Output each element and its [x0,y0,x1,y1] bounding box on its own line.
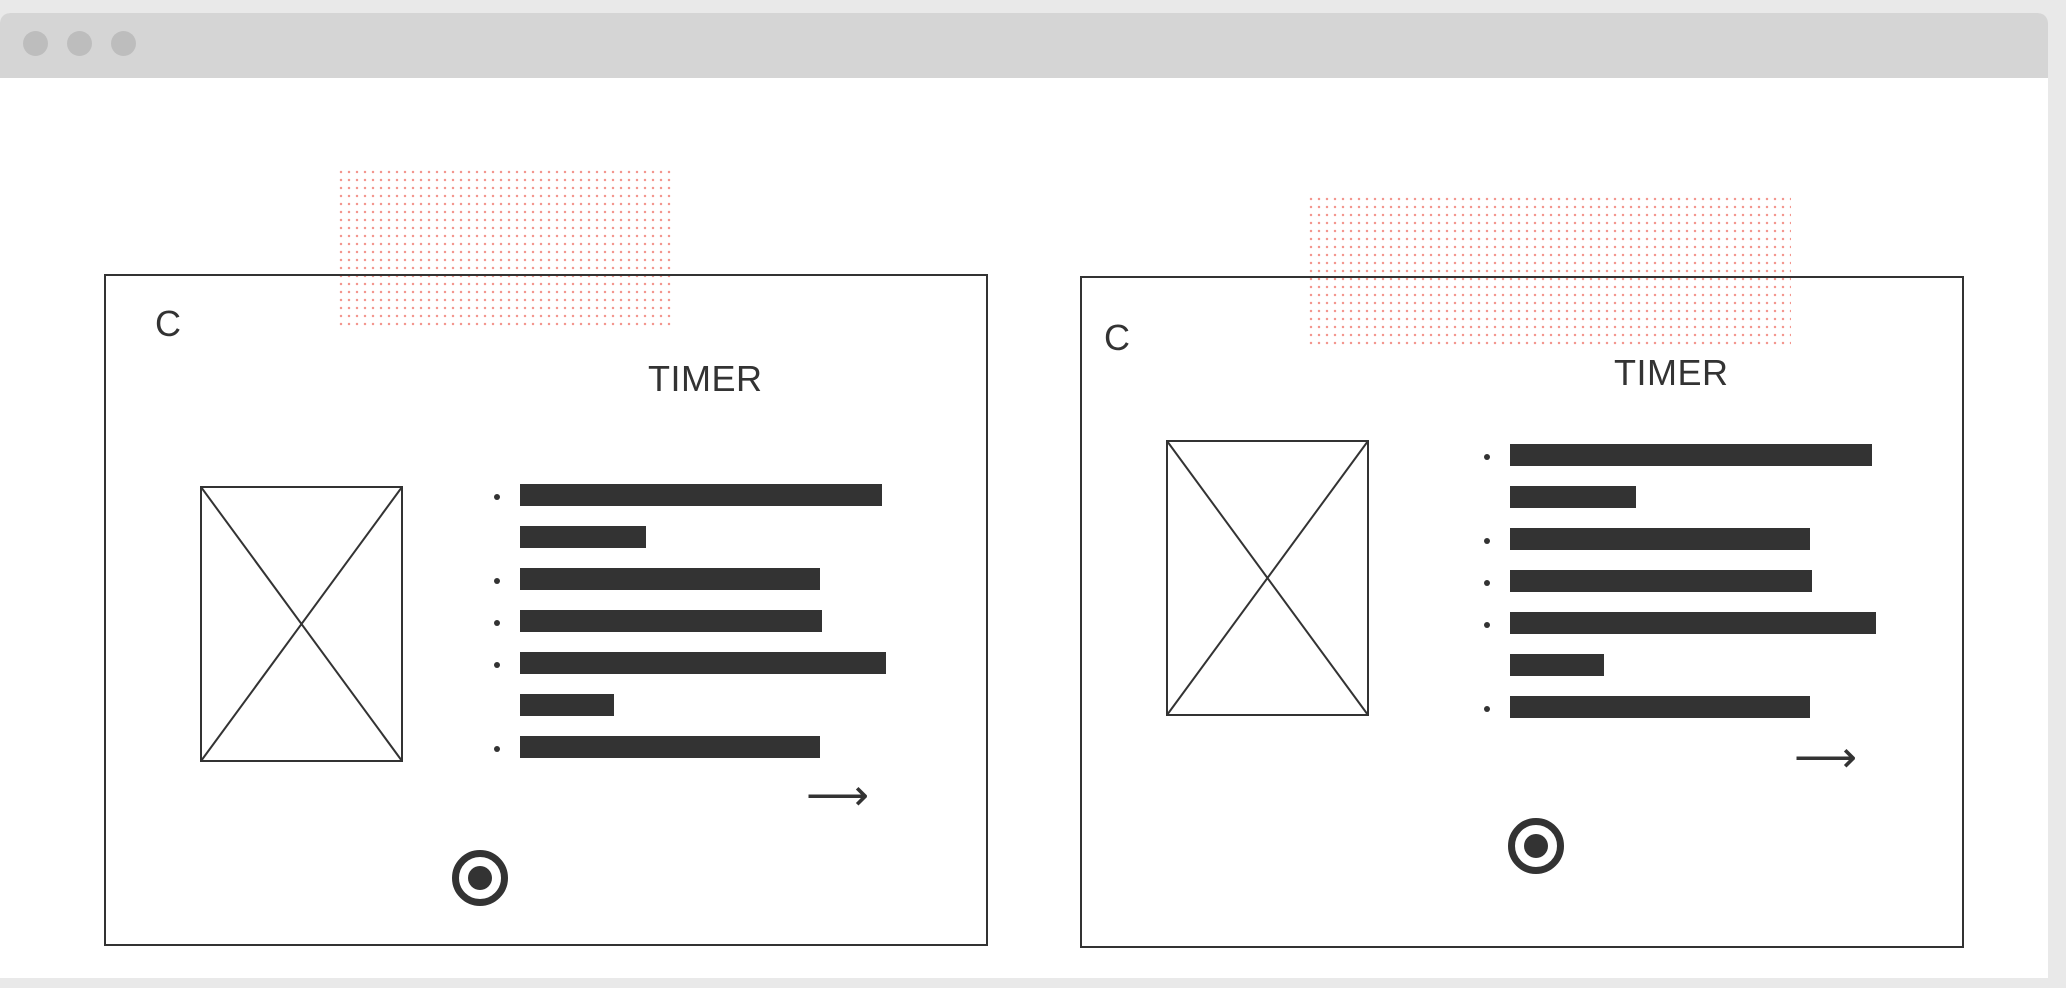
list-bullet [494,578,500,584]
list-item-bar [1510,486,1636,508]
list-item-bar [520,484,882,506]
list-item-bar [1510,570,1812,592]
window-minimize-button[interactable] [67,31,92,56]
list-bullet [494,620,500,626]
list-bullet [1484,622,1490,628]
list-item-bar [1510,444,1872,466]
list-item-bar [1510,612,1876,634]
list-bullet [494,494,500,500]
list-bullet [1484,538,1490,544]
card-letter: C [155,303,181,344]
list-bullet [494,746,500,752]
card-title: TIMER [648,358,763,399]
next-arrow-icon[interactable]: ⟶ [806,771,870,820]
list-bullet [1484,580,1490,586]
next-arrow-icon[interactable]: ⟶ [1794,733,1858,782]
list-item-bar [1510,654,1604,676]
list-item-bar [1510,528,1810,550]
window-titlebar [0,13,2048,78]
list-bullet [494,662,500,668]
list-item-bar [520,694,614,716]
list-item-bar [520,568,820,590]
window-maximize-button[interactable] [111,31,136,56]
radio-selected-dot [468,866,492,890]
list-item-bar [520,652,886,674]
image-placeholder-icon [1166,440,1369,716]
card-letter: C [1104,317,1130,358]
image-placeholder-icon [200,486,403,762]
list-item-bar [1510,696,1810,718]
list-bullet [1484,454,1490,460]
list-item-bar [520,610,822,632]
list-item-bar [520,526,646,548]
list-item-bar [520,736,820,758]
radio-selected-dot [1524,834,1548,858]
window-close-button[interactable] [23,31,48,56]
radio-button[interactable] [452,850,508,906]
card-title: TIMER [1614,352,1729,393]
radio-button[interactable] [1508,818,1564,874]
list-bullet [1484,706,1490,712]
